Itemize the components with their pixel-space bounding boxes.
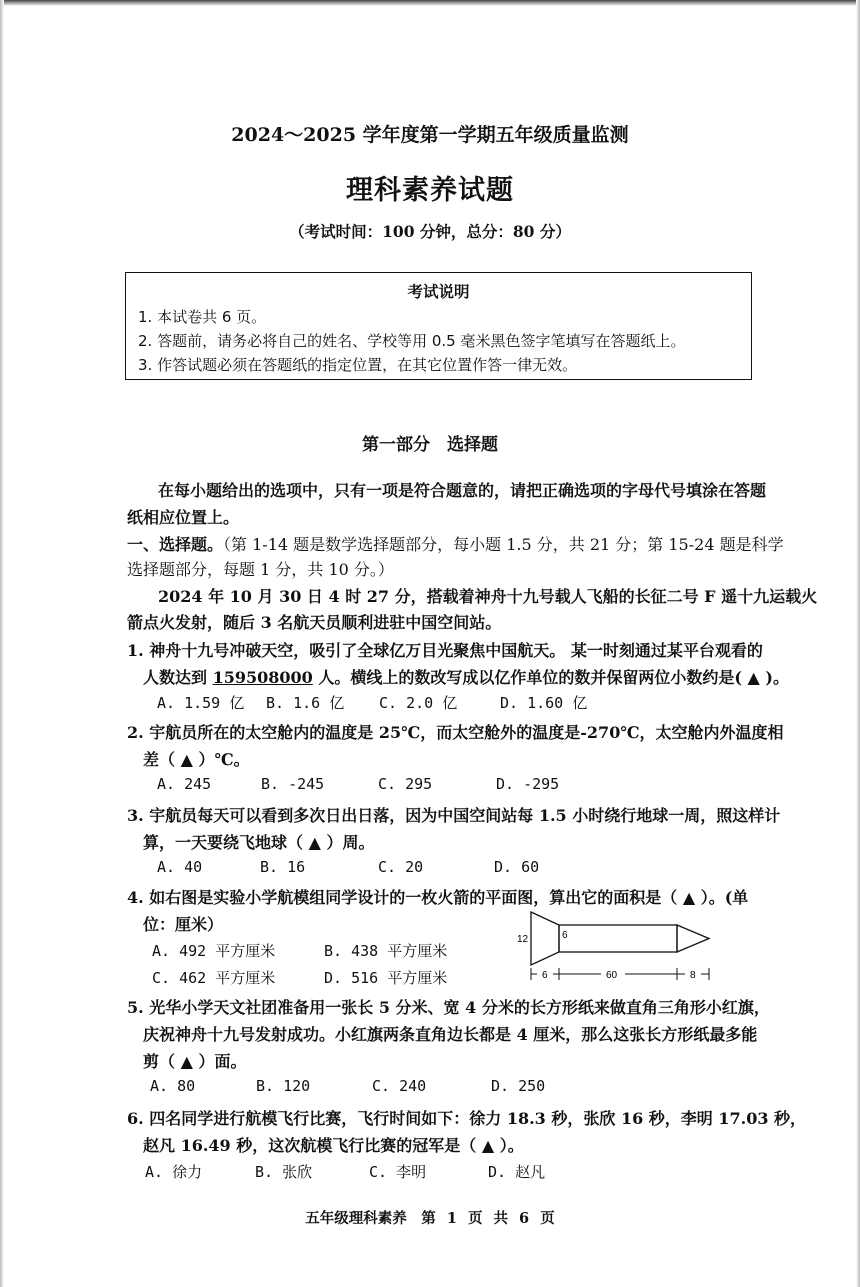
q3-option-c: C. 20: [378, 858, 424, 876]
q6-line-1: 6. 四名同学进行航模飞行比赛，飞行时间如下：徐力 18.3 秒，张欣 16 秒，李明 17.03 秒，: [127, 1109, 807, 1128]
part-intro-line-2: 选择题部分，每题 1 分，共 10 分。）: [127, 560, 394, 579]
q4-line-2: 位：厘米）: [143, 915, 224, 934]
part-label: 一、选择题。: [127, 535, 224, 554]
q6-option-a: A. 徐力: [145, 1163, 203, 1181]
q6-option-c: C. 李明: [369, 1163, 427, 1181]
q1-option-a: A. 1.59 亿: [157, 694, 245, 712]
q1-text-post: 人。横线上的数改写成以亿作单位的数并保留两位小数约是( ▲ )。: [312, 668, 789, 687]
context-line-1: 2024 年 10 月 30 日 4 时 27 分，搭载着神舟十九号载人飞船的长征二号 F 遥十九运载火: [158, 587, 818, 606]
q3-option-a: A. 40: [157, 858, 203, 876]
dim-left-label: 6: [542, 970, 548, 981]
q2-line-1: 2. 宇航员所在的太空舱内的温度是 25℃，而太空舱外的温度是-270℃，太空舱内外温度相: [127, 723, 784, 742]
q3-line-1: 3. 宇航员每天可以看到多次日出日落，因为中国空间站每 1.5 小时绕行地球一周，照这样计: [127, 806, 781, 825]
dim-middle-label: 60: [606, 970, 618, 981]
q6-option-b: B. 张欣: [255, 1163, 313, 1181]
scan-edge-top: [0, 0, 860, 6]
q2-option-d: D. -295: [496, 775, 560, 793]
instruction-line-2: 纸相应位置上。: [127, 508, 240, 527]
q5-option-a: A. 80: [150, 1077, 196, 1095]
rocket-body-rectangle: [559, 925, 677, 952]
part-intro-line-1: [127, 532, 784, 555]
rocket-nose-triangle: [677, 925, 709, 952]
q5-line-2: 庆祝神舟十九号发射成功。小红旗两条直角边长都是 4 厘米，那么这张长方形纸最多能: [143, 1025, 758, 1044]
label-height: 12: [517, 934, 529, 945]
page-footer: 五年级理科素养 第 1 页 共 6 页: [305, 1210, 555, 1227]
rocket-tail-trapezoid: [531, 912, 559, 965]
subject-title: 理科素养试题: [346, 175, 514, 206]
label-inner: 6: [562, 930, 568, 941]
time-info: （考试时间：100 分钟，总分：80 分）: [289, 222, 571, 241]
q5-option-d: D. 250: [491, 1077, 546, 1095]
q2-option-a: A. 245: [157, 775, 212, 793]
q1-option-d: D. 1.60 亿: [500, 694, 588, 712]
q3-line-2: 算，一天要绕飞地球（ ▲ ）周。: [143, 833, 375, 852]
q2-option-c: C. 295: [378, 775, 433, 793]
q6-option-d: D. 赵凡: [488, 1163, 546, 1181]
rocket-figure: [515, 910, 715, 982]
q1-underlined-number: 159508000: [212, 668, 313, 687]
q4-option-c: C. 462 平方厘米: [152, 969, 276, 987]
q2-line-2: 差（ ▲ ）℃。: [143, 750, 250, 769]
q4-option-a: A. 492 平方厘米: [152, 942, 276, 960]
q5-line-3: 剪（ ▲ ）面。: [143, 1052, 247, 1071]
q1-line-2: [143, 665, 789, 688]
q6-line-2: 赵凡 16.49 秒，这次航模飞行比赛的冠军是（ ▲ ）。: [143, 1136, 524, 1155]
notice-item-1: 1. 本试卷共 6 页。: [138, 308, 267, 326]
q1-option-c: C. 2.0 亿: [379, 694, 458, 712]
q3-option-d: D. 60: [494, 858, 540, 876]
q1-text-pre: 人数达到: [143, 668, 213, 687]
q4-option-b: B. 438 平方厘米: [324, 942, 448, 960]
q5-line-1: 5. 光华小学天文社团准备用一张长 5 分米、宽 4 分米的长方形纸来做直角三角形小红旗，: [127, 998, 770, 1017]
q3-option-b: B. 16: [260, 858, 306, 876]
q4-line-1: 4. 如右图是实验小学航模组同学设计的一枚火箭的平面图，算出它的面积是（ ▲ ）。(单: [127, 888, 749, 907]
q2-option-b: B. -245: [261, 775, 325, 793]
section-title: 第一部分 选择题: [362, 435, 498, 455]
notice-item-2: 2. 答题前，请务必将自己的姓名、学校等用 0.5 毫米黑色签字笔填写在答题纸上。: [138, 332, 686, 350]
notice-item-3: 3. 作答试题必须在答题纸的指定位置，在其它位置作答一律无效。: [138, 356, 578, 374]
q4-option-d: D. 516 平方厘米: [324, 969, 448, 987]
part-intro-text: （第 1-14 题是数学选择题部分，每小题 1.5 分，共 21 分；第 15-24 题是科学: [223, 535, 784, 554]
q5-option-c: C. 240: [372, 1077, 427, 1095]
q1-option-b: B. 1.6 亿: [266, 694, 345, 712]
q5-option-b: B. 120: [256, 1077, 311, 1095]
exam-notice-box: [125, 272, 752, 380]
q1-line-1: 1. 神舟十九号冲破天空，吸引了全球亿万目光聚焦中国航天。 某一时刻通过某平台观看的: [127, 641, 763, 660]
context-line-2: 箭点火发射，随后 3 名航天员顺利进驻中国空间站。: [127, 613, 502, 632]
exam-title: 2024～2025 学年度第一学期五年级质量监测: [231, 124, 629, 146]
instruction-line-1: 在每小题给出的选项中，只有一项是符合题意的，请把正确选项的字母代号填涂在答题: [158, 481, 767, 500]
notice-title: 考试说明: [407, 282, 470, 301]
dim-right-label: 8: [690, 970, 696, 981]
